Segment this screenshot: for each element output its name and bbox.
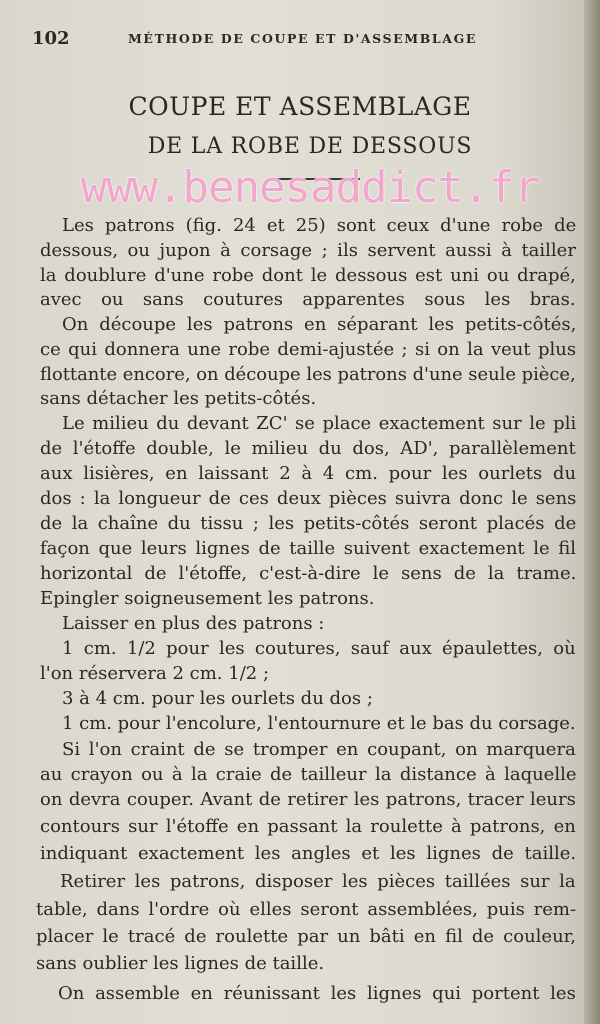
text-line: 3 à 4 cm. pour les ourlets du dos ; xyxy=(62,688,373,709)
text-line: ce qui donnera une robe demi-ajustée ; si on la veut plus xyxy=(40,339,577,360)
text-line: aux lisières, en laissant 2 à 4 cm. pour les ourlets du xyxy=(40,463,577,484)
chapter-subtitle: DE LA ROBE DE DESSOUS xyxy=(147,134,473,159)
text-line: On assemble en réunissant les lignes qui portent les xyxy=(58,983,576,1004)
text-line: on devra couper. Avant de retirer les patrons, tracer leurs xyxy=(40,789,576,810)
chapter-title: COUPE ET ASSEMBLAGE xyxy=(128,92,472,121)
text-line: 1 cm. pour l'encolure, l'entournure et le bas du corsage. xyxy=(62,713,576,734)
text-line: au crayon ou à la craie de tailleur la distance à laquelle xyxy=(40,764,577,785)
page-number: 102 xyxy=(32,28,70,49)
text-line: indiquant exactement les angles et les lignes de taille. xyxy=(40,843,577,864)
text-line: contours sur l'étoffe en passant la roulette à patrons, en xyxy=(40,816,576,837)
text-line: horizontal de l'étoffe, c'est-à-dire le sens de la trame. xyxy=(40,563,577,584)
text-line: l'on réservera 2 cm. 1/2 ; xyxy=(40,663,270,684)
text-line: la doublure d'une robe dont le dessous est uni ou drapé, xyxy=(40,265,576,286)
text-line: dos : la longueur de ces deux pièces suivra donc le sens xyxy=(40,488,577,509)
running-title: MÉTHODE DE COUPE ET D'ASSEMBLAGE xyxy=(128,31,477,46)
watermark-url[interactable]: www.benesaddict.fr xyxy=(80,162,540,213)
text-line: Si l'on craint de se tromper en coupant, on marquera xyxy=(62,739,576,760)
text-line: sans détacher les petits-côtés. xyxy=(40,388,317,409)
text-line: 1 cm. 1/2 pour les coutures, sauf aux épaulettes, où xyxy=(62,638,576,659)
text-line: de l'étoffe double, le milieu du dos, AD', parallèlement xyxy=(40,438,576,459)
text-line: table, dans l'ordre où elles seront assemblées, puis rem- xyxy=(36,899,577,920)
text-line: On découpe les patrons en séparant les petits-côtés, xyxy=(62,314,577,335)
text-line: placer le tracé de roulette par un bâti en fil de couleur, xyxy=(36,926,577,947)
text-line: dessous, ou jupon à corsage ; ils servent aussi à tailler xyxy=(40,240,576,261)
text-line: Les patrons (fig. 24 et 25) sont ceux d'une robe de xyxy=(62,215,577,236)
running-header xyxy=(32,28,552,52)
text-line: Laisser en plus des patrons : xyxy=(62,613,325,634)
text-line: Epingler soigneusement les patrons. xyxy=(40,588,375,609)
text-line: de la chaîne du tissu ; les petits-côtés seront placés de xyxy=(40,513,577,534)
text-line: sans oublier les lignes de taille. xyxy=(36,953,325,974)
text-line: flottante encore, on découpe les patrons d'une seule pièce, xyxy=(40,364,576,385)
text-line: Retirer les patrons, disposer les pièces taillées sur la xyxy=(60,871,576,892)
text-line: façon que leurs lignes de taille suivent exactement le fil xyxy=(40,538,577,559)
text-line: avec ou sans coutures apparentes sous les bras. xyxy=(40,289,576,310)
text-line: Le milieu du devant ZC' se place exactement sur le pli xyxy=(62,413,577,434)
